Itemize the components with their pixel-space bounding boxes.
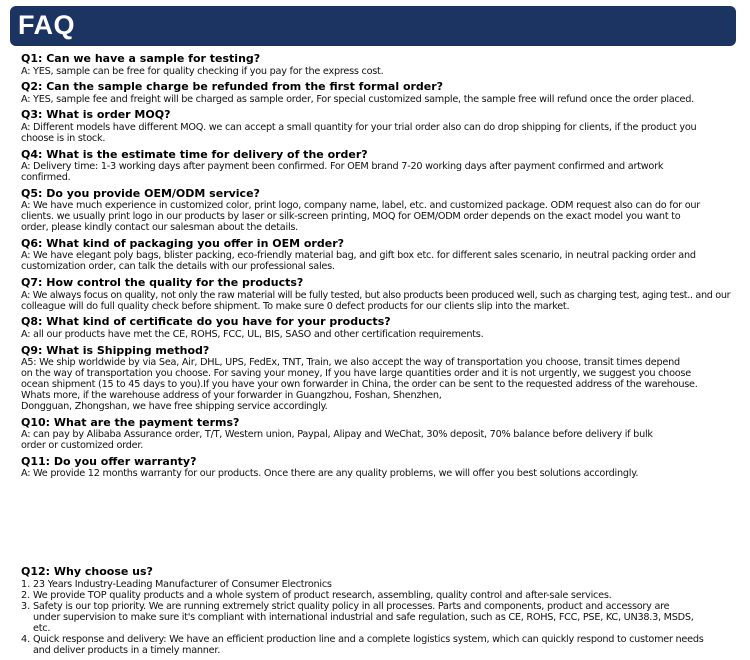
faq-item-q5 (21, 188, 733, 234)
faq-item-q10 (21, 417, 733, 452)
reason-line: Quick response and delivery: We have an efficient production line and a complete logistics system, which can quickly respond to customer needs (33, 633, 704, 645)
faq-item-q12 (21, 566, 733, 656)
answer-line: on the way of transportation you choose. For saving your money, If you have large quantities order and it is not urgently, we suggest you choose (21, 368, 691, 379)
answer-line: A: We have much experience in customized color, print logo, company name, label, etc. and customized package. ODM request also can do for our (21, 200, 700, 212)
faq-item-q1 (21, 53, 733, 77)
reason-item (21, 590, 733, 601)
answer-line: A: We have elegant poly bags, blister packing, eco-friendly material bag, and gift box etc. for different sales scenario, in neutral packing order and (21, 250, 696, 262)
faq-title: FAQ (18, 10, 76, 40)
answer-line: A: Different models have different MOQ. we can accept a small quantity for your trial order also can do drop shipping for clients, if the product you (21, 121, 697, 133)
answer-line: A: can pay by Alibaba Assurance order, T/T, Western union, Paypal, Alipay and WeChat, 30% deposit, 70% balance before delivery if bulk (21, 429, 653, 441)
faq-item-q4 (21, 149, 733, 184)
reason-item (21, 579, 733, 590)
faq-item-q9 (21, 345, 733, 413)
question: Q10: What are the payment terms? (21, 415, 240, 429)
answer-line: A: We always focus on quality, not only the raw material will be fully tested, but also products been produced well, such as charging test, aging test.. and our (21, 289, 731, 301)
answer-line: A: We provide 12 months warranty for our products. Once there are any quality problems, we will offer you best solutions accordingly. (21, 468, 639, 480)
reason-item (21, 601, 733, 634)
faq-item-q7 (21, 277, 733, 312)
question: Q8: What kind of certificate do you have for your products? (21, 315, 391, 329)
answer-line: order or customized order. (21, 440, 144, 452)
answer-line: order, please kindly contact our salesman about the details. (21, 222, 299, 234)
reason-number: 1. (21, 578, 31, 590)
question: Q2: Can the sample charge be refunded from the first formal order? (21, 80, 444, 94)
question: Q6: What kind of packaging you offer in OEM order? (21, 236, 345, 250)
reason-line: etc. (33, 622, 51, 634)
question: Q1: Can we have a sample for testing? (21, 52, 261, 65)
faq-item-q3 (21, 109, 733, 144)
answer-line: confirmed. (21, 172, 71, 184)
answer-line: A5: We ship worldwide by via Sea, Air, DHL, UPS, FedEx, TNT, Train, we also accept the way of transportation you choose, transit times depend (21, 357, 680, 368)
reason-number: 2. (21, 589, 31, 601)
answer-line: Dongguan, Zhongshan, we have free shipping service accordingly. (21, 401, 328, 412)
reason-line: 23 Years Industry-Leading Manufacturer of Consumer Electronics (33, 578, 332, 590)
question: Q5: Do you provide OEM/ODM service? (21, 186, 260, 200)
faq-item-q6 (21, 238, 733, 273)
question: Q11: Do you offer warranty? (21, 454, 197, 468)
question: Q12: Why choose us? (21, 565, 153, 578)
faq-item-q11 (21, 456, 733, 480)
answer-line: Whats more, if the warehouse address of your forwarder in Guangzhou, Foshan, Shenzhen, (21, 390, 442, 401)
faq-header-banner (10, 6, 736, 46)
answer-line: choose is in stock. (21, 132, 106, 144)
answer-line: ocean shipment (15 to 45 days to you).If you have your own forwarder in China, the order can be sent to the requested address of the warehouse. (21, 379, 698, 390)
answer-line: A: YES, sample fee and freight will be charged as sample order, For special customized sample, the sample free will refund once the order placed. (21, 93, 694, 105)
reason-item (21, 634, 733, 656)
faq-list (21, 53, 733, 484)
answer-line: A: Delivery time: 1-3 working days after payment been confirmed. For OEM brand 7-20 working days after payment confirmed and artwork (21, 161, 664, 173)
faq-item-q8 (21, 316, 733, 340)
answer-line: colleague will do full quality check before shipment. To make sure 0 defect products for our clients slip into the market. (21, 300, 570, 312)
reason-line: under supervision to make sure it's compliant with international industrial and safe regulation, such as CE, ROHS, FCC, PSE, KC, UN38.3, MSDS, (33, 611, 694, 623)
reason-number: 4. (21, 633, 31, 645)
reason-line: We provide TOP quality products and a whole system of product research, assembling, quality control and after-sale services. (33, 589, 612, 601)
question: Q7: How control the quality for the products? (21, 276, 304, 290)
reason-line: and deliver products in a timely manner. (33, 644, 221, 656)
question: Q9: What is Shipping method? (21, 343, 210, 357)
question: Q4: What is the estimate time for delivery of the order? (21, 147, 368, 161)
faq-item-q2 (21, 81, 733, 105)
question: Q3: What is order MOQ? (21, 108, 171, 122)
answer-line: A: all our products have met the CE, ROHS, FCC, UL, BIS, SASO and other certification requirements. (21, 328, 484, 340)
answer-line: customization order, can talk the details with our professional sales. (21, 261, 335, 273)
answer-line: clients. we usually print logo in our products by laser or silk-screen printing, MOQ for OEM/ODM order depends on the exact model you want to (21, 211, 681, 223)
reason-number: 3. (21, 600, 31, 612)
reason-line: Safety is our top priority. We are running extremely strict quality policy in all processes. Parts and components, product and accessory are (33, 600, 670, 612)
answer-line: A: YES, sample can be free for quality checking if you pay for the express cost. (21, 65, 384, 77)
